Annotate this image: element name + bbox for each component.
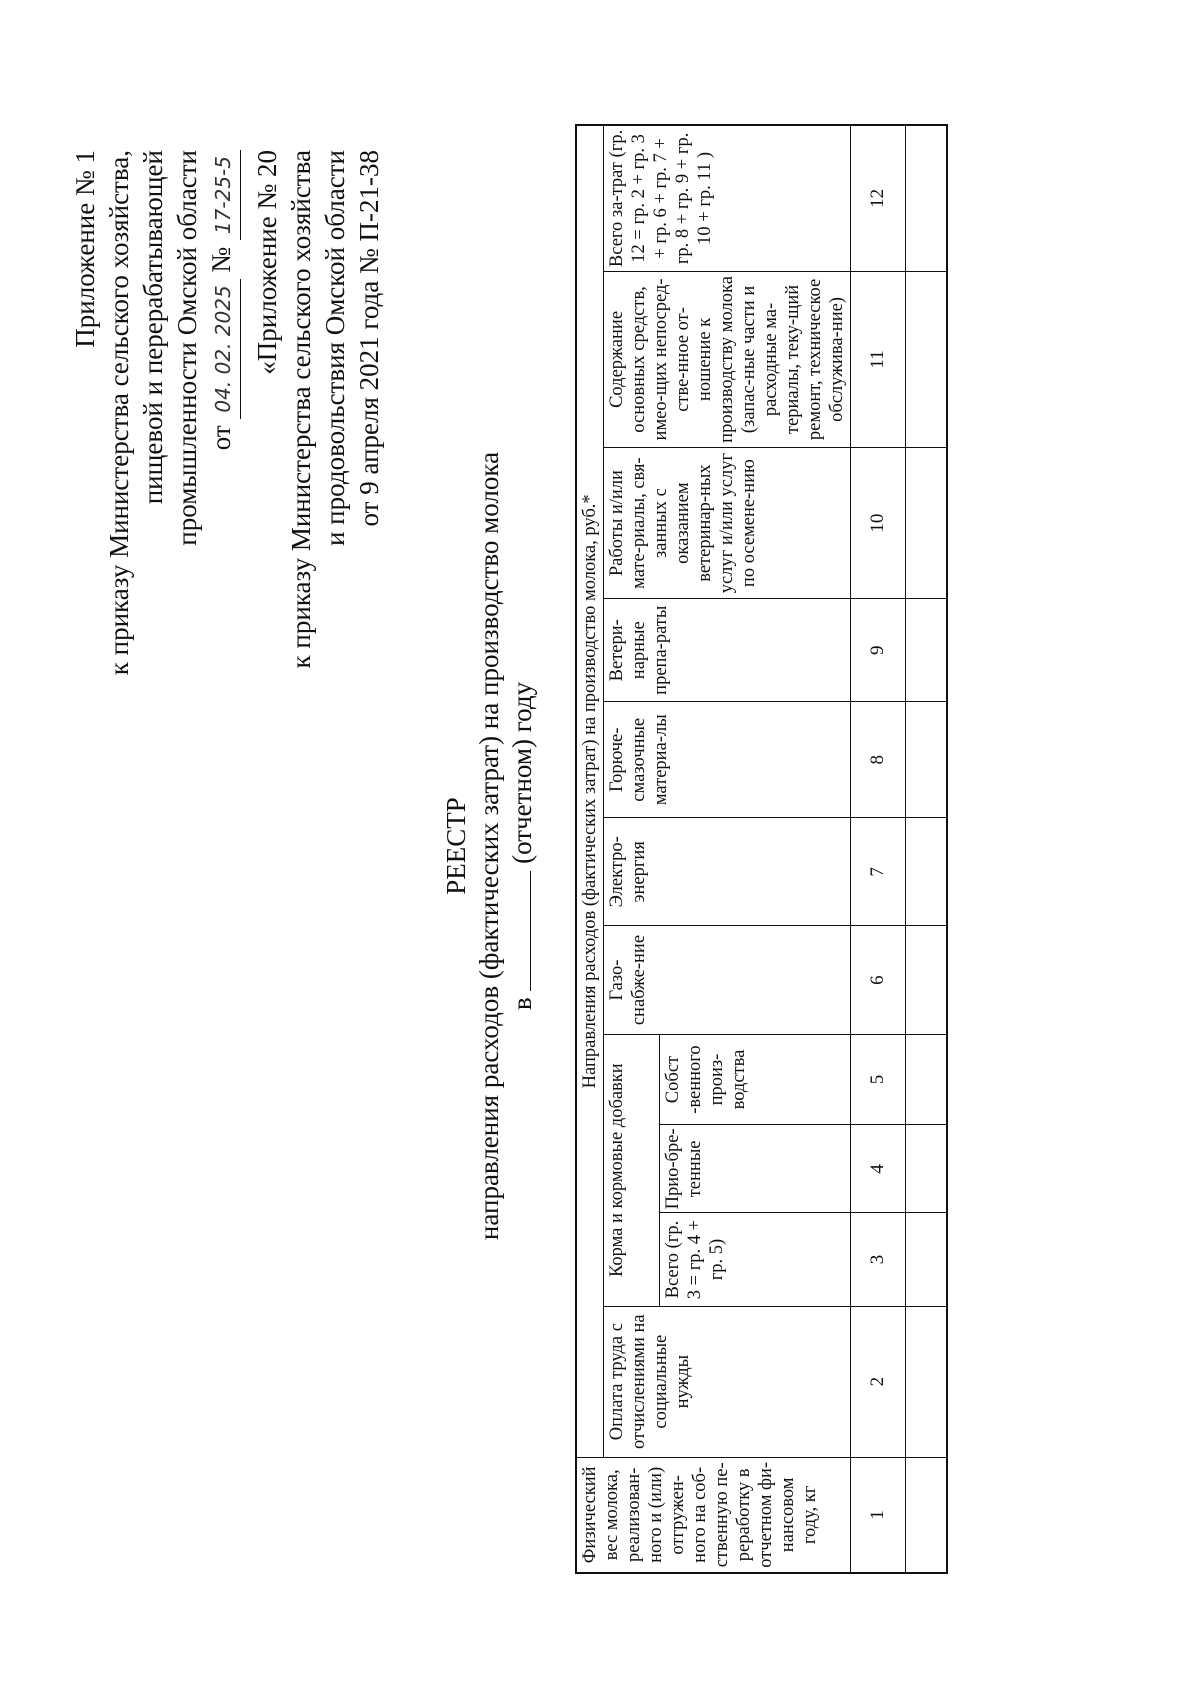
column-number: 2 xyxy=(851,1306,906,1457)
col3-header: Всего (гр. 3 = гр. 4 + гр. 5) xyxy=(659,1213,850,1306)
column-number: 11 xyxy=(851,271,906,447)
appendix-line: к приказу Министерства сельского хозяйства, xyxy=(104,150,134,676)
old-appendix-line: «Приложение № 20 xyxy=(252,150,282,375)
data-cell[interactable] xyxy=(906,271,948,447)
column-number: 3 xyxy=(851,1213,906,1306)
column-number-row xyxy=(851,125,906,1573)
data-entry-row xyxy=(906,125,948,1573)
column-number: 12 xyxy=(851,125,906,271)
old-appendix-line: к приказу Министерства сельского хозяйства xyxy=(286,150,316,669)
col10-header: Работы и/или мате-риалы, свя-занных с оказанием ветеринар-ных услуг и/или услуг по осемене-нию xyxy=(604,448,851,599)
col9-header: Ветери-нарные препа-раты xyxy=(604,599,851,702)
col8-header: Горюче-смазочные материа-лы xyxy=(604,702,851,818)
column-number: 5 xyxy=(851,1034,906,1125)
appendix-line: Приложение № 1 xyxy=(70,150,100,348)
document-title xyxy=(440,346,539,1346)
data-cell[interactable] xyxy=(906,926,948,1034)
handwritten-number: 17-25-5 xyxy=(206,150,241,240)
column-number: 9 xyxy=(851,599,906,702)
number-prefix: № xyxy=(206,246,236,273)
handwritten-date: 04. 02. 2025 xyxy=(206,279,241,418)
col12-header: Всего за-трат (гр. 12 = гр. 2 + гр. 3 + гр. 6 + гр. 7 + гр. 8 + гр. 9 + гр. 10 + гр. 11 ) xyxy=(604,125,851,271)
appendix-line: промышленности Омской области xyxy=(172,150,202,546)
data-cell[interactable] xyxy=(906,599,948,702)
appendix-date-line xyxy=(204,150,241,675)
title-registry: РЕЕСТР xyxy=(441,797,471,895)
data-cell[interactable] xyxy=(906,1213,948,1306)
expenses-registry-table xyxy=(575,124,948,1574)
year-prefix: в xyxy=(507,997,537,1011)
data-cell[interactable] xyxy=(906,818,948,926)
col4-header: Прио-бре-тенные xyxy=(659,1125,850,1213)
column-number: 7 xyxy=(851,818,906,926)
appendix-line: пищевой и перерабатывающей xyxy=(138,150,168,505)
title-year-line xyxy=(506,346,539,1346)
col6-header: Газо-снабже-ние xyxy=(604,926,851,1034)
column-number: 6 xyxy=(851,926,906,1034)
data-cell[interactable] xyxy=(906,1457,948,1573)
column-number: 8 xyxy=(851,702,906,818)
previous-appendix-header xyxy=(250,150,386,668)
column-number: 10 xyxy=(851,448,906,599)
appendix-header xyxy=(68,150,241,675)
data-cell[interactable] xyxy=(906,1034,948,1125)
data-cell[interactable] xyxy=(906,448,948,599)
data-cell[interactable] xyxy=(906,125,948,271)
data-cell[interactable] xyxy=(906,1306,948,1457)
col11-header: Содержание основных средств, имео-щих непосред-стве-нное от-ношение к производству молока (запас-ные части и расходные ма-териалы, теку-щий ремонт, техническое обслужива-ние) xyxy=(604,271,851,447)
col2-header: Оплата труда с отчислениями на социальные нужды xyxy=(604,1306,851,1457)
column-number: 4 xyxy=(851,1125,906,1213)
header-row-1 xyxy=(576,125,604,1573)
col5-header: Собст -венного произ-водства xyxy=(659,1034,850,1125)
data-cell[interactable] xyxy=(906,1125,948,1213)
year-blank-field[interactable] xyxy=(506,871,531,991)
col7-header: Электро-энергия xyxy=(604,818,851,926)
year-suffix: (отчетном) году xyxy=(507,681,537,864)
old-appendix-line: от 9 апреля 2021 года № П-21-38 xyxy=(354,150,384,527)
title-subject: направления расходов (фактических затрат) на производство молока xyxy=(474,451,504,1241)
header-row-2 xyxy=(604,125,660,1573)
column-number: 1 xyxy=(851,1457,906,1573)
expense-group-header: Направления расходов (фактических затрат) на производство молока, руб.* xyxy=(576,125,604,1457)
date-prefix: от xyxy=(206,425,236,451)
data-cell[interactable] xyxy=(906,702,948,818)
col1-header: Физический вес молока, реализован-ного и (или) отгружен-ного на соб-ственную пе-реработку в отчетном фи-нансовом году, кг xyxy=(576,1457,851,1573)
feed-group-header: Корма и кормовые добавки xyxy=(604,1034,660,1306)
old-appendix-line: и продовольствия Омской области xyxy=(320,150,350,547)
